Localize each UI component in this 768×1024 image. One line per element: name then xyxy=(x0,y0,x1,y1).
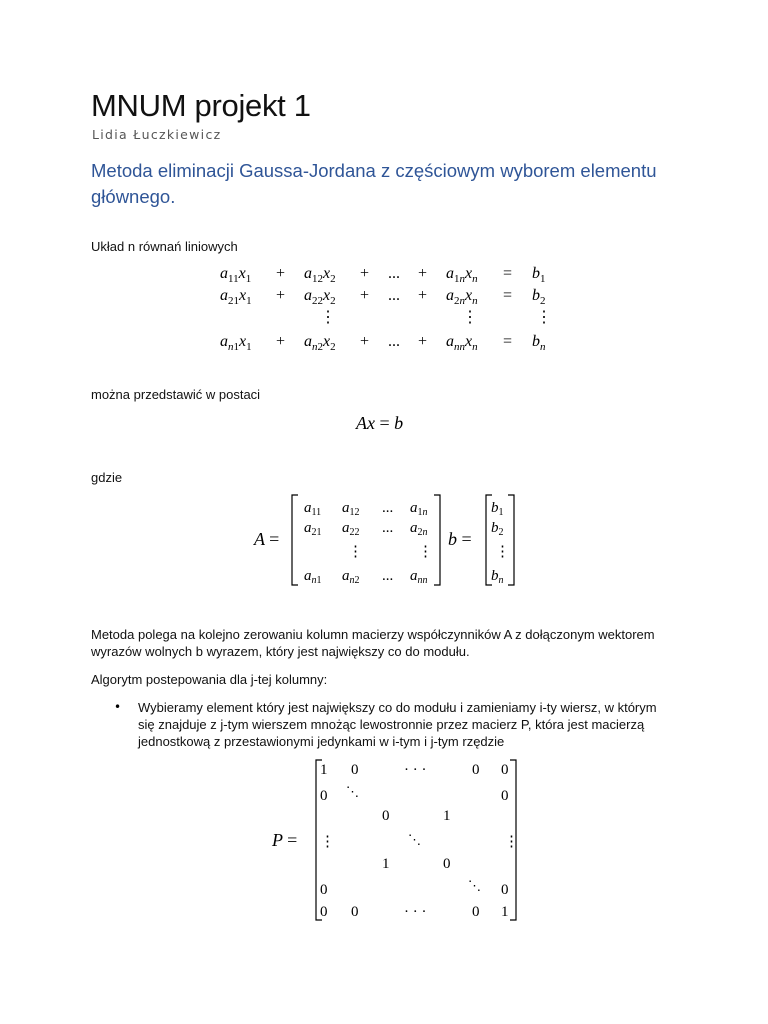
svg-text:⋮: ⋮ xyxy=(495,544,510,560)
vector-b-label: b = xyxy=(448,529,472,549)
where-label: gdzie xyxy=(91,470,123,485)
page-title: MNUM projekt 1 xyxy=(91,88,311,123)
eq-r1-a11: $a_{11}x_1$ xyxy=(220,265,252,285)
matrix-A-label: A = xyxy=(254,529,280,549)
svg-text:0: 0 xyxy=(320,882,328,898)
section-heading: Metoda eliminacji Gaussa-Jordana z częściowym wyborem elementu głównego. xyxy=(91,160,657,207)
eq-vdots: ⋮ xyxy=(462,309,478,326)
eq-bn: $b_n$ xyxy=(532,333,546,353)
svg-text:⋮: ⋮ xyxy=(348,544,363,560)
eq-dots: ... xyxy=(388,265,400,282)
represent-label: można przedstawić w postaci xyxy=(91,387,261,402)
svg-text:0: 0 xyxy=(501,882,509,898)
matrix-P-label: P = xyxy=(272,830,298,850)
svg-text:0: 0 xyxy=(351,904,359,920)
bullet-text-line2: się znajduje z j-tym wierszem mnożąc lewostronnie przez macierz P, która jest macierzą xyxy=(138,717,645,732)
svg-text:a21: $a_{21}$ xyxy=(304,520,322,538)
eq-plus: + xyxy=(360,265,370,282)
svg-text:· · ·: · · · xyxy=(404,904,427,920)
linear-system-equations xyxy=(210,258,570,354)
intro-label: Układ n równań liniowych xyxy=(91,239,238,254)
svg-text:⋱: ⋱ xyxy=(468,878,481,893)
svg-text:a2n: $a_2n$ xyxy=(410,520,428,538)
svg-text:0: 0 xyxy=(472,762,480,778)
compact-equation xyxy=(350,410,430,436)
eq-plus: + xyxy=(276,333,286,350)
eq-rn-an1: $a_n1x_1$ xyxy=(220,333,252,353)
eq-plus: + xyxy=(360,287,370,304)
svg-text:0: 0 xyxy=(501,788,509,804)
svg-text:⋮: ⋮ xyxy=(320,834,335,850)
svg-text:a11: $a_{11}$ xyxy=(304,500,322,518)
eq-r2-a22: $a_{22}x_2$ xyxy=(304,287,336,307)
matrix-A-vector-b xyxy=(250,490,530,590)
eq-equals: = xyxy=(503,265,513,282)
eq-plus: + xyxy=(418,265,428,282)
eq-plus: + xyxy=(418,333,428,350)
svg-text:0: 0 xyxy=(382,808,390,824)
eq-rn-an2: $a_n2x_2$ xyxy=(304,333,336,353)
permutation-matrix-P xyxy=(268,756,528,926)
svg-text:· · ·: · · · xyxy=(404,762,427,778)
eq-r2-a21: $a_{21}x_1$ xyxy=(220,287,252,307)
svg-text:0: 0 xyxy=(472,904,480,920)
eq-dots: ... xyxy=(388,287,400,304)
eq-rn-ann: $a_{nn}x_n$ xyxy=(446,333,478,353)
eq-plus: + xyxy=(360,333,370,350)
svg-text:0: 0 xyxy=(320,904,328,920)
svg-text:...: ... xyxy=(382,520,394,536)
svg-text:a12: $a_{12}$ xyxy=(342,500,360,518)
method-description-line1: Metoda polega na kolejno zerowaniu kolumn macierzy współczynników A z dołączonym wektorem xyxy=(91,627,655,642)
bullet-text-line1: Wybieramy element który jest największy co do modułu i zamieniamy i-ty wiersz, w którym xyxy=(138,700,657,715)
compact-equation-text: Ax = b xyxy=(356,413,404,433)
svg-text:⋮: ⋮ xyxy=(418,544,433,560)
svg-text:0: 0 xyxy=(320,788,328,804)
svg-text:1: 1 xyxy=(382,856,390,872)
svg-text:⋮: ⋮ xyxy=(504,834,519,850)
svg-text:...: ... xyxy=(382,568,394,584)
bullet-icon: • xyxy=(114,700,122,714)
eq-vdots: ⋮ xyxy=(536,309,552,326)
svg-text:ann: $a_{nn}$ xyxy=(410,568,428,586)
eq-dots: ... xyxy=(388,333,400,350)
svg-text:0: 0 xyxy=(501,762,509,778)
eq-plus: + xyxy=(276,287,286,304)
svg-text:a22: $a_{22}$ xyxy=(342,520,360,538)
bullet-text-line3: jednostkową z przestawionymi jedynkami w i-tym i j-tym rzędzie xyxy=(138,734,505,749)
svg-text:⋱: ⋱ xyxy=(408,832,421,847)
svg-text:1: 1 xyxy=(320,762,328,778)
svg-text:1: 1 xyxy=(443,808,451,824)
author-name: Lidia Łuczkiewicz xyxy=(92,127,222,142)
method-description-line2: wyrazów wolnych b wyrazem, który jest największy co do modułu. xyxy=(91,644,470,659)
svg-text:bn: $b_n$ xyxy=(491,568,504,586)
eq-b2: $b_2$ xyxy=(532,287,546,307)
svg-text:b1: $b_1$ xyxy=(491,500,504,518)
svg-text:...: ... xyxy=(382,500,394,516)
svg-text:an1: $a_n1$ xyxy=(304,568,322,586)
svg-text:⋱: ⋱ xyxy=(346,784,359,799)
eq-r2-a2n: $a_2nx_n$ xyxy=(446,287,478,307)
svg-text:an2: $a_n2$ xyxy=(342,568,360,586)
algorithm-label: Algorytm postepowania dla j-tej kolumny: xyxy=(91,672,328,687)
eq-vdots: ⋮ xyxy=(320,309,336,326)
eq-plus: + xyxy=(276,265,286,282)
eq-plus: + xyxy=(418,287,428,304)
eq-b1: $b_1$ xyxy=(532,265,546,285)
svg-text:b2: $b_2$ xyxy=(491,520,504,538)
svg-text:0: 0 xyxy=(443,856,451,872)
eq-equals: = xyxy=(503,333,513,350)
eq-equals: = xyxy=(503,287,513,304)
svg-text:1: 1 xyxy=(501,904,509,920)
eq-r1-a12: $a_{12}x_2$ xyxy=(304,265,336,285)
svg-text:a1n: $a_1n$ xyxy=(410,500,428,518)
svg-text:0: 0 xyxy=(351,762,359,778)
eq-r1-a1n: $a_1nx_n$ xyxy=(446,265,478,285)
